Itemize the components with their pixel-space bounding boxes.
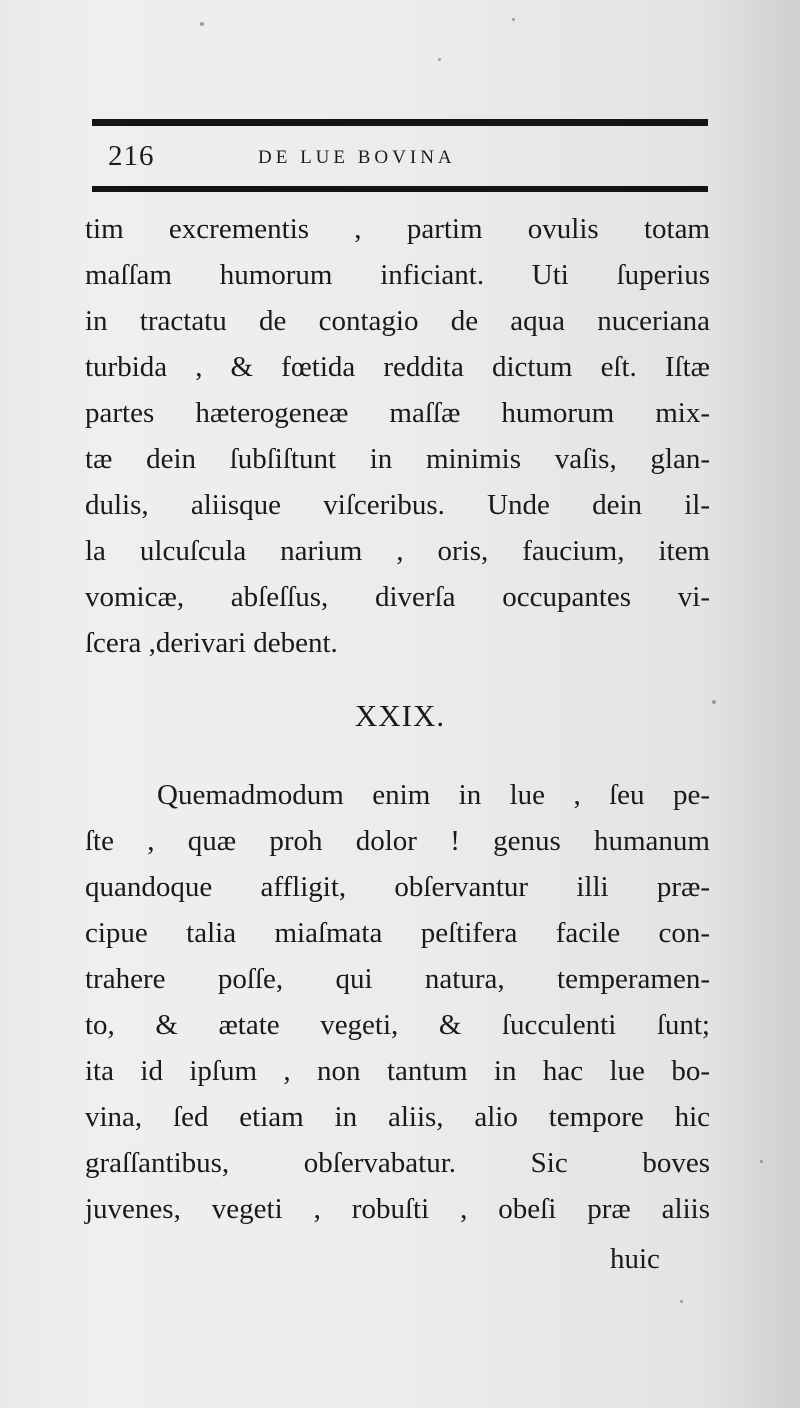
text-line: ſte , quæ proh dolor ! genus humanum: [85, 825, 710, 857]
running-title: DE LUE BOVINA: [258, 147, 456, 168]
text-line: to, & ætate vegeti, & ſucculenti ſunt;: [85, 1009, 710, 1041]
catchword: huic: [610, 1243, 660, 1275]
text-line: in tractatu de contagio de aqua nuceriana: [85, 305, 710, 337]
text-line: turbida , & fœtida reddita dictum eſt. Iſtæ: [85, 351, 710, 383]
paragraph-1: [85, 206, 710, 666]
header-bottom-rule: [92, 186, 708, 192]
text-line: quandoque affligit, obſervantur illi præ-: [85, 871, 710, 903]
paper-speck: [760, 1160, 763, 1163]
paragraph-2: [85, 772, 710, 1232]
text-line: Quemadmodum enim in lue , ſeu pe-: [157, 779, 710, 811]
text-line: la ulcuſcula narium , oris, faucium, item: [85, 535, 710, 567]
paper-speck: [438, 58, 441, 61]
running-head: [108, 140, 708, 180]
text-line: tæ dein ſubſiſtunt in minimis vaſis, glan-: [85, 443, 710, 475]
text-line: trahere poſſe, qui natura, temperamen-: [85, 963, 710, 995]
text-line: ſcera ,derivari debent.: [85, 627, 338, 659]
text-line: dulis, aliisque viſceribus. Unde dein il-: [85, 489, 710, 521]
text-line: juvenes, vegeti , robuſti , obeſi præ aliis: [85, 1193, 710, 1225]
text-line: tim excrementis , partim ovulis totam: [85, 213, 710, 245]
text-line: maſſam humorum inficiant. Uti ſuperius: [85, 259, 710, 291]
text-line: cipue talia miaſmata peſtifera facile con-: [85, 917, 710, 949]
paper-speck: [200, 22, 204, 26]
text-line: vomicæ, abſeſſus, diverſa occupantes vi-: [85, 581, 710, 613]
page-number: 216: [108, 140, 155, 172]
paper-speck: [680, 1300, 683, 1303]
paper-speck: [512, 18, 515, 21]
text-line: partes hæterogeneæ maſſæ humorum mix-: [85, 397, 710, 429]
header-top-rule: [92, 119, 708, 126]
section-heading: XXIX.: [354, 698, 446, 733]
text-line: vina, ſed etiam in aliis, alio tempore hic: [85, 1101, 710, 1133]
text-line: graſſantibus, obſervabatur. Sic boves: [85, 1147, 710, 1179]
text-line: ita id ipſum , non tantum in hac lue bo-: [85, 1055, 710, 1087]
